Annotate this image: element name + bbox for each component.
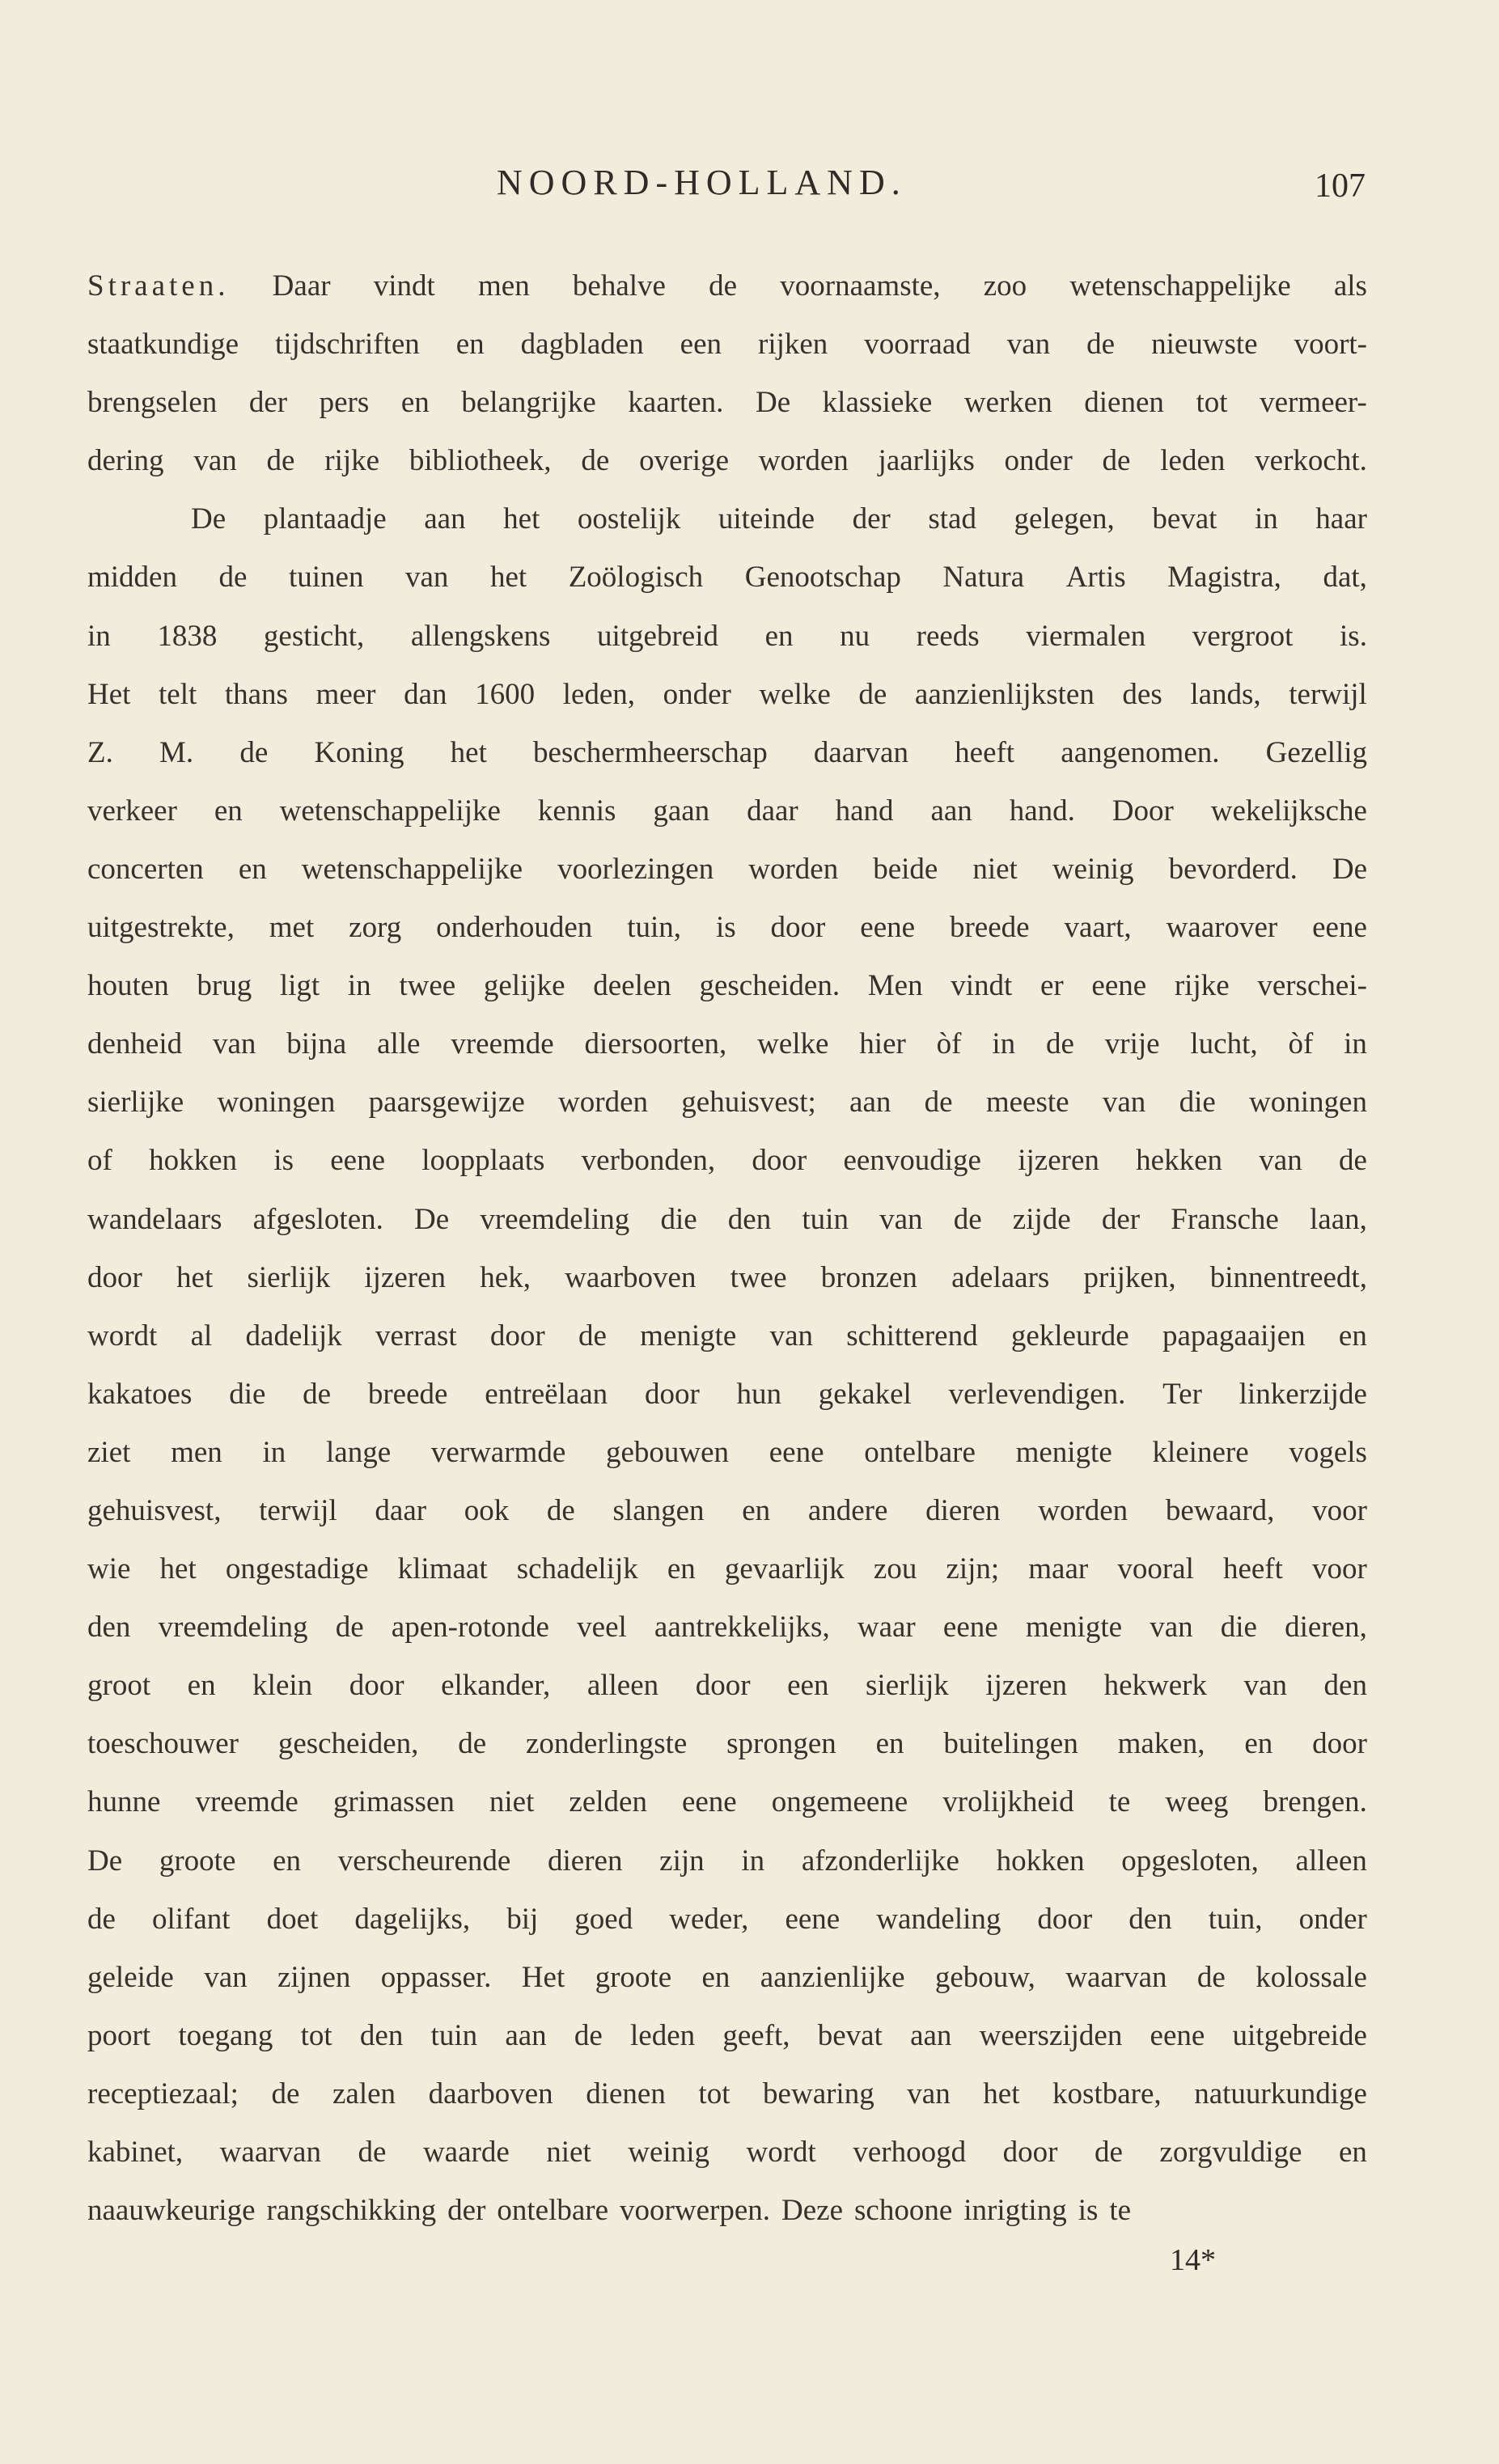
text-line: de olifant doet dagelijks, bij goed weder, eene wandeling door den tuin, onder	[87, 1902, 1367, 1936]
signature-mark: 14*	[1170, 2243, 1216, 2277]
text-line: wandelaars afgesloten. De vreemdeling die den tuin van de zijde der Fransche laan,	[87, 1202, 1367, 1236]
text-line: dering van de rijke bibliotheek, de overige worden jaarlijks onder de leden verkocht.	[87, 444, 1367, 478]
text-line: toeschouwer gescheiden, de zonderlingste sprongen en buitelingen maken, en door	[87, 1727, 1367, 1761]
text-line: De plantaadje aan het oostelijk uiteinde der stad gelegen, bevat in haar	[191, 502, 1367, 536]
text-line: houten brug ligt in twee gelijke deelen gescheiden. Men vindt er eene rijke verschei-	[87, 969, 1367, 1003]
text-line: brengselen der pers en belangrijke kaarten. De klassieke werken dienen tot vermeer-	[87, 386, 1367, 420]
text-line: den vreemdeling de apen-rotonde veel aantrekkelijks, waar eene menigte van die dieren,	[87, 1611, 1367, 1645]
text-line: wordt al dadelijk verrast door de menigte van schitterend gekleurde papagaaijen en	[87, 1319, 1367, 1353]
text-line: staatkundige tijdschriften en dagbladen een rijken voorraad van de nieuwste voort-	[87, 328, 1367, 362]
text-line: gehuisvest, terwijl daar ook de slangen en andere dieren worden bewaard, voor	[87, 1493, 1367, 1527]
text-line: groot en klein door elkander, alleen door een sierlijk ijzeren hekwerk van den	[87, 1669, 1367, 1703]
text-line: uitgestrekte, met zorg onderhouden tuin, is door eene breede vaart, waarover eene	[87, 911, 1367, 945]
text-line: geleide van zijnen oppasser. Het groote en aanzienlijke gebouw, waarvan de kolossale	[87, 1960, 1367, 1994]
text-line: poort toegang tot den tuin aan de leden geeft, bevat aan weerszijden eene uitgebreide	[87, 2018, 1367, 2052]
text-line: receptiezaal; de zalen daarboven dienen tot bewaring van het kostbare, natuurkundige	[87, 2077, 1367, 2110]
text-line: in 1838 gesticht, allengskens uitgebreid en nu reeds viermalen vergroot is.	[87, 619, 1367, 653]
text-line: midden de tuinen van het Zoölogisch Genootschap Natura Artis Magistra, dat,	[87, 561, 1367, 595]
text-line: kakatoes die de breede entreëlaan door hun gekakel verlevendigen. Ter linkerzijde	[87, 1377, 1367, 1411]
text-line: kabinet, waarvan de waarde niet weinig wordt verhoogd door de zorgvuldige en	[87, 2136, 1367, 2169]
text-line: wie het ongestadige klimaat schadelijk en gevaarlijk zou zijn; maar vooral heeft voor	[87, 1552, 1367, 1586]
text-line: denheid van bijna alle vreemde diersoorten, welke hier òf in de vrije lucht, òf in	[87, 1027, 1367, 1061]
text-line: naauwkeurige rangschikking der ontelbare voorwerpen. Deze schoone inrigting is te	[87, 2194, 1132, 2228]
text-line: Straaten. Daar vindt men behalve de voornaamste, zoo wetenschappelijke als	[87, 269, 1367, 303]
text-line: of hokken is eene loopplaats verbonden, door eenvoudige ijzeren hekken van de	[87, 1144, 1367, 1178]
page-number: 107	[1315, 167, 1366, 205]
text-line: door het sierlijk ijzeren hek, waarboven twee bronzen adelaars prijken, binnentreedt,	[87, 1260, 1367, 1294]
text-line: concerten en wetenschappelijke voorlezingen worden beide niet weinig bevorderd. De	[87, 852, 1367, 886]
text-line: hunne vreemde grimassen niet zelden eene ongemeene vrolijkheid te weeg brengen.	[87, 1785, 1367, 1819]
running-title: NOORD-HOLLAND.	[497, 163, 907, 202]
running-head	[0, 162, 1499, 218]
text-line: De groote en verscheurende dieren zijn in afzonderlijke hokken opgesloten, alleen	[87, 1844, 1367, 1878]
text-line: sierlijke woningen paarsgewijze worden gehuisvest; aan de meeste van die woningen	[87, 1086, 1367, 1120]
text-line: Het telt thans meer dan 1600 leden, onder welke de aanzienlijksten des lands, terwijl	[87, 677, 1367, 711]
text-line: ziet men in lange verwarmde gebouwen eene ontelbare menigte kleinere vogels	[87, 1435, 1367, 1469]
body-text	[87, 257, 1367, 2240]
text-line: Z. M. de Koning het beschermheerschap daarvan heeft aangenomen. Gezellig	[87, 735, 1367, 769]
text-line: verkeer en wetenschappelijke kennis gaan daar hand aan hand. Door wekelijksche	[87, 794, 1367, 828]
